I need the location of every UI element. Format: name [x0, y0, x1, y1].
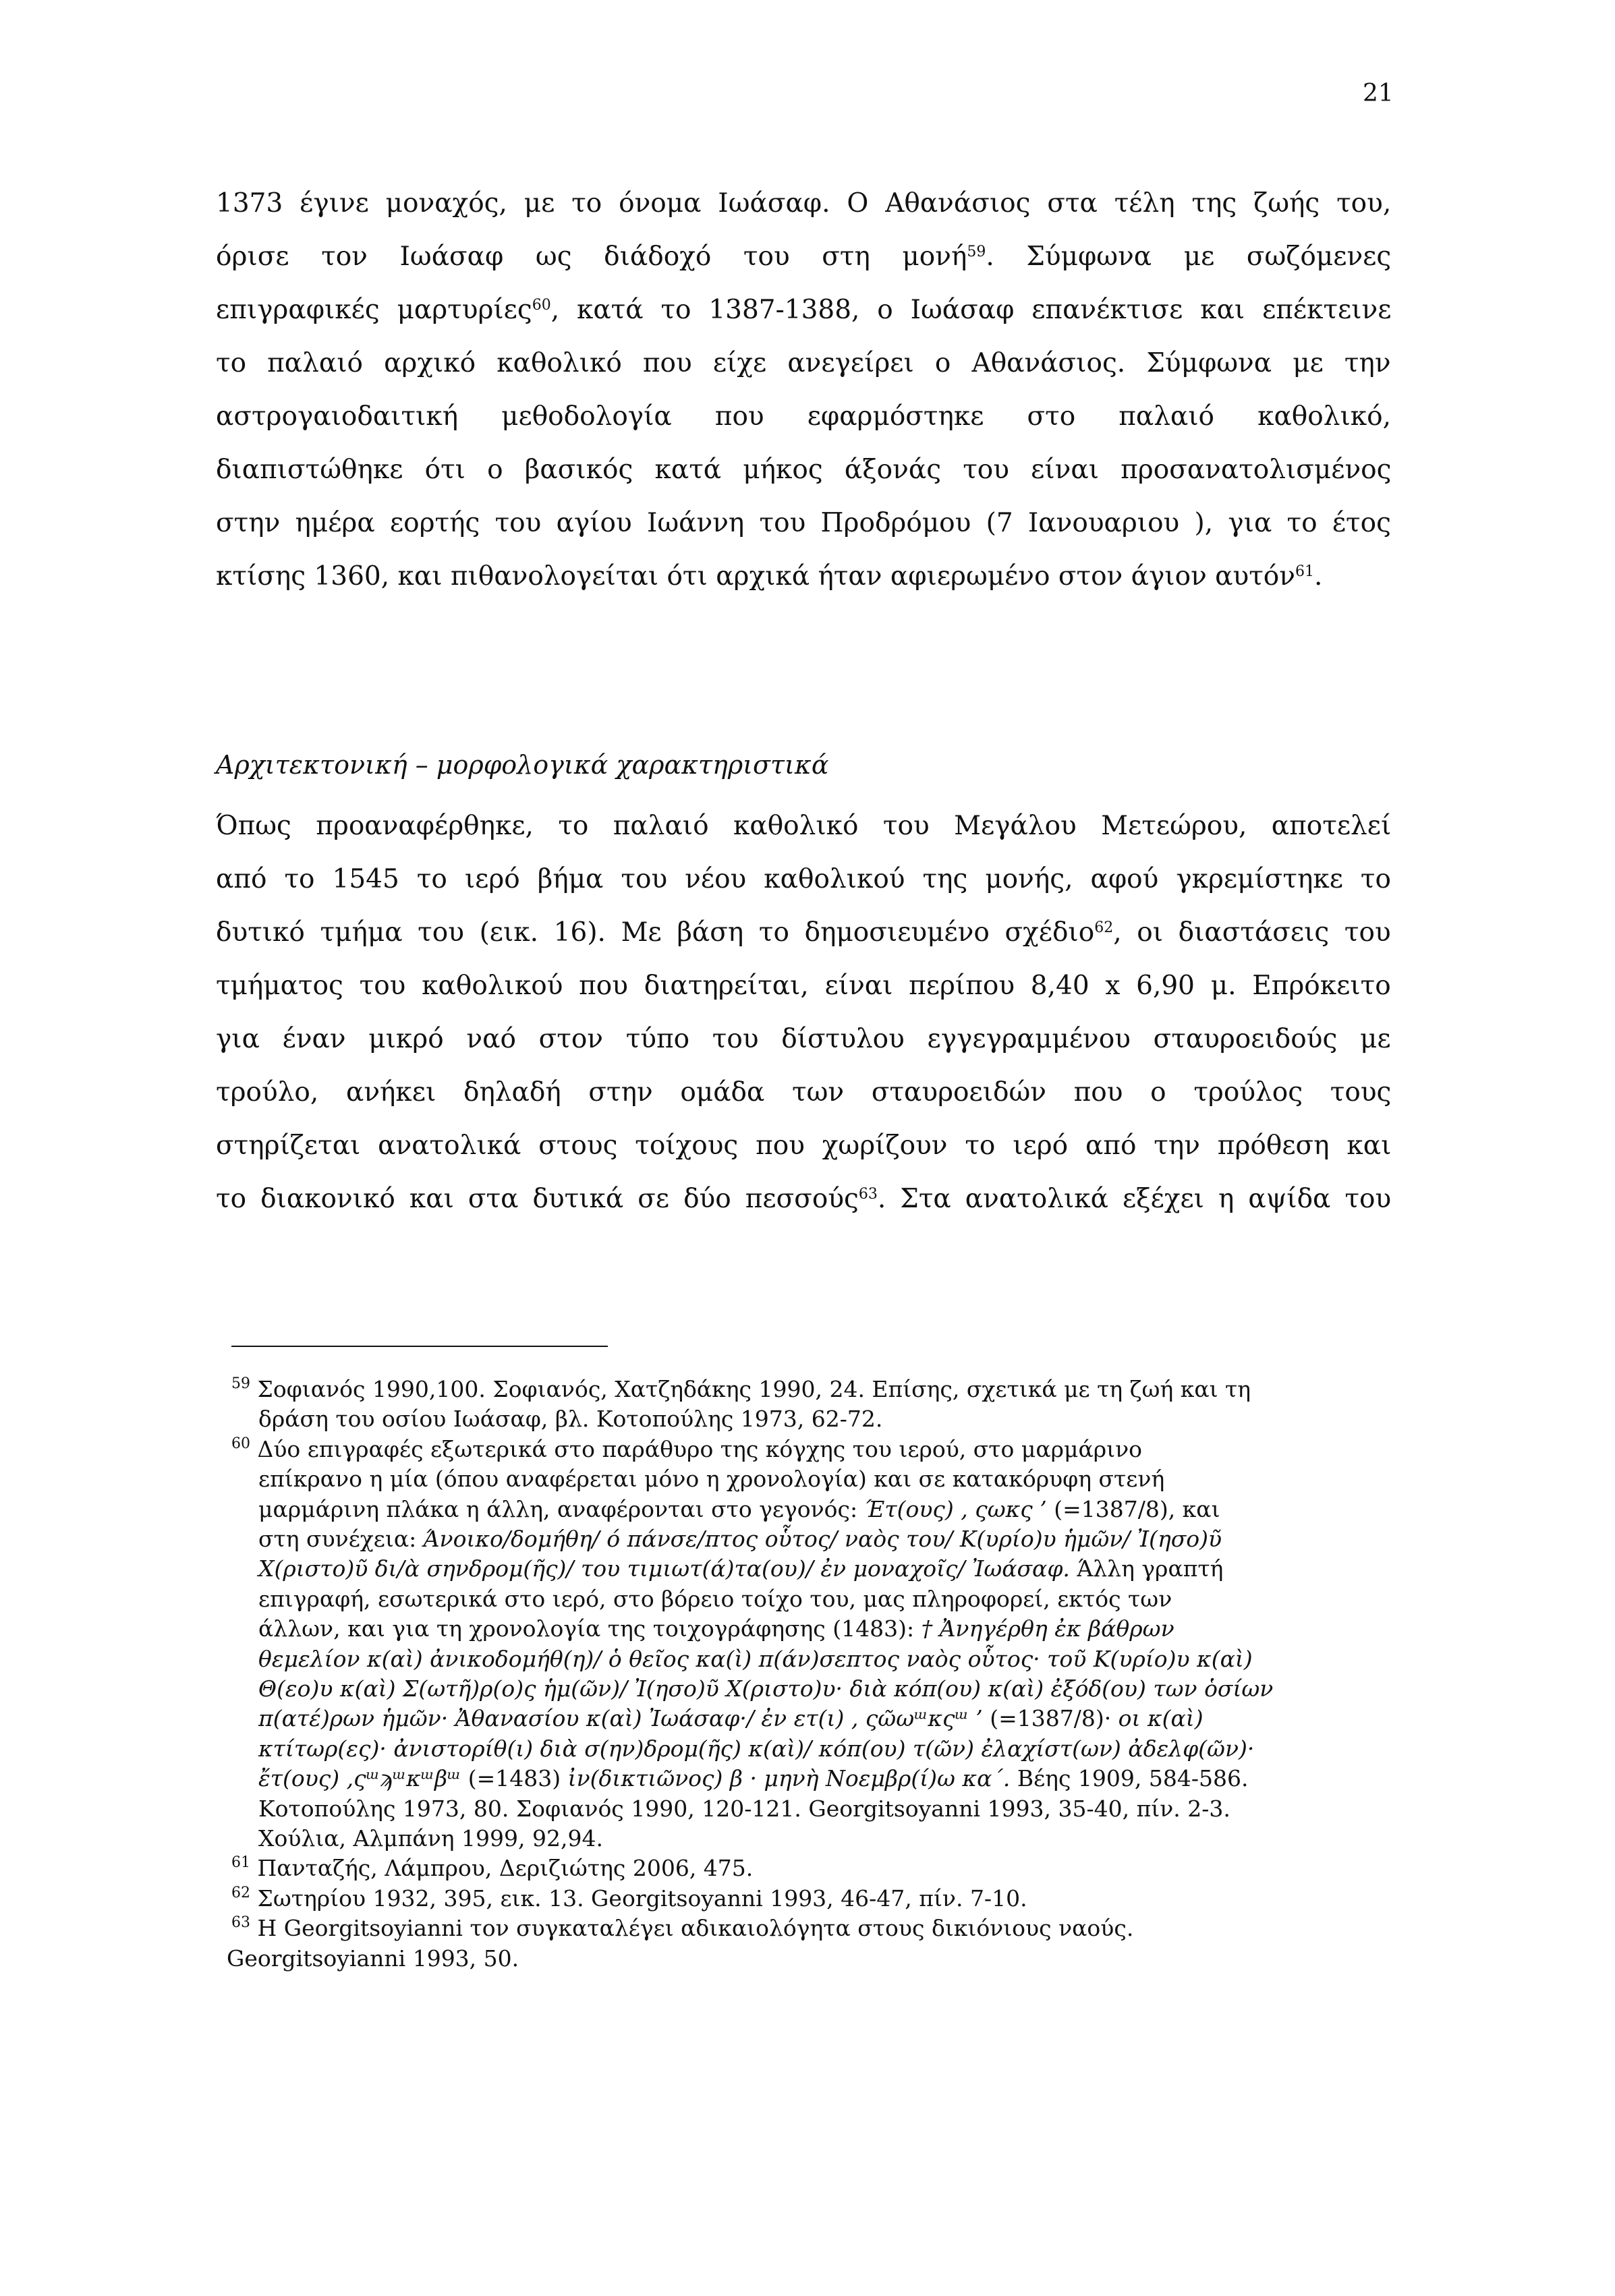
text-line: [216, 350, 1391, 376]
text-line: [258, 1735, 1255, 1762]
text-line: [258, 1645, 1253, 1672]
text-run: 63: [858, 1186, 878, 1203]
text-run: Όπως προαναφέρθηκε, το παλαιό καθολικό του Μεγάλου Μετεώρου, αποτελεί: [216, 811, 1392, 841]
text-run: τμήματος του καθολικού που διατηρείται, είναι περίπου 8,40 x 6,90 μ. Επρόκειτο: [216, 971, 1391, 1001]
text-run: Έτ(ους) , ςωκς ’: [864, 1495, 1047, 1522]
text-run: όρισε τον Ιωάσαφ ως διάδοχό του στη μονή: [216, 241, 967, 272]
text-run: . Στα ανατολικά εξέχει η αψίδα του: [877, 1184, 1392, 1214]
text-run: 1373 έγινε μοναχός, με το όνομα Ιωάσαφ. Ο Αθανάσιος στα τέλη της ζωής του,: [216, 188, 1392, 219]
text-line: [258, 1705, 1203, 1732]
text-line: [216, 297, 1391, 323]
text-run: στη συνέχεια:: [258, 1526, 424, 1552]
text-run: άλλων, και για τη χρονολογία της τοιχογράφησης (1483):: [258, 1615, 922, 1642]
text-run: δυτικό τμήμα του (εικ. 16). Με βάση το δημοσιευμένο σχέδιο: [216, 917, 1095, 948]
text-line: [216, 457, 1391, 483]
page-number: 21: [1363, 80, 1394, 107]
text-line: [231, 1435, 1143, 1462]
text-run: επίκρανο η μία (όπου αναφέρεται μόνο η χρονολογία) και σε κατακόρυφη στενή: [258, 1466, 1165, 1493]
text-run: ἰν(δικτιῶνος) β · μηνὴ Νοεμβρ(ί)ω κα΄.: [567, 1765, 1011, 1792]
text-run: διαπιστώθηκε ότι ο βασικός κατά μήκος άξονάς του είναι προσανατολισμένος: [216, 455, 1392, 485]
text-run: 61: [231, 1854, 250, 1872]
text-line: [216, 190, 1391, 217]
text-run: επιγραφικές μαρτυρίες: [216, 295, 532, 325]
text-run: Άνοικο/δομήθη/ ό πάνσε/πτος οὗτος/ ναὸς του/ Κ(υρίο)υ ἡμῶν/ Ἰ(ησο)ῦ: [423, 1526, 1222, 1552]
text-run: οι κ(αὶ): [1118, 1705, 1203, 1732]
text-run: 63: [231, 1914, 250, 1932]
text-line: [216, 866, 1391, 892]
text-run: 60: [532, 297, 551, 314]
text-run: Δύο επιγραφές εξωτερικά στο παράθυρο της κόγχης του ιερού, στο μαρμάρινο: [250, 1435, 1143, 1462]
text-line: [216, 243, 1391, 270]
text-run: 60: [231, 1435, 250, 1452]
text-run: Χ(ριστο)ῦ δι/ὰ σηνδρομ(ῆς)/ του τιμιωτ(ά)τα(ου)/ ἐν μοναχοῖς/ Ἰωάσαφ.: [258, 1555, 1070, 1582]
text-run: για έναν μικρό ναό στον τύπο του δίστυλου εγγεγραμμένου σταυροειδούς με: [216, 1024, 1391, 1054]
text-line: [216, 1132, 1391, 1159]
text-run: Η Georgitsoyianni τον συγκαταλέγει αδικαιολόγητα στους δικιόνιους ναούς.: [250, 1915, 1134, 1942]
text-run: το διακονικό και στα δυτικά σε δύο πεσσούς: [216, 1184, 859, 1214]
text-line: [258, 1528, 1222, 1550]
text-run: επιγραφή, εσωτερικά στο ιερό, στο βόρειο τοίχο του, μας πληροφορεί, εκτός των: [258, 1585, 1172, 1612]
text-run: 62: [231, 1884, 250, 1901]
text-line: [231, 1884, 1027, 1912]
text-line: [258, 1617, 1174, 1640]
text-run: από το 1545 το ιερό βήμα του νέου καθολικού της μονής, αφού γκρεμίστηκε το: [216, 864, 1391, 894]
section-heading: Αρχιτεκτονική – μορφολογικά χαρακτηριστικά: [216, 750, 829, 780]
text-run: π(ατέ)ρων ἡμῶν· Ἀθανασίου κ(αὶ) Ἰωάσαφ·/ ἐν ετ(ι) , ςῶωᵚκςᵚ ’: [258, 1705, 983, 1732]
text-line: [216, 1079, 1391, 1106]
text-line: [258, 1406, 883, 1433]
text-run: δράση του οσίου Ιωάσαφ, βλ. Κοτοπούλης 1973, 62-72.: [258, 1406, 883, 1433]
text-line: [216, 403, 1391, 430]
text-line: [216, 510, 1391, 536]
text-run: στηρίζεται ανατολικά στους τοίχους που χωρίζουν το ιερό από την πρόθεση και: [216, 1130, 1392, 1161]
text-run: ἔτ(ους) ,ςᵚϡᵚκᵚβᵚ: [258, 1765, 461, 1792]
text-line: [231, 1375, 1251, 1402]
footnote-separator: [231, 1346, 608, 1347]
text-line: [258, 1795, 1230, 1822]
text-line: [216, 973, 1391, 999]
text-run: μαρμάρινη πλάκα η άλλη, αναφέρονται στο γεγονός:: [258, 1495, 865, 1522]
text-run: 59: [231, 1375, 250, 1392]
text-run: 61: [1295, 563, 1314, 580]
text-run: Σωτηρίου 1932, 395, εικ. 13. Georgitsoyanni 1993, 46-47, πίν. 7-10.: [250, 1885, 1027, 1912]
text-line: [258, 1825, 603, 1852]
text-run: 62: [1094, 919, 1114, 936]
text-run: το παλαιό αρχικό καθολικό που είχε ανεγείρει ο Αθανάσιος. Σύμφωνα με την: [216, 348, 1391, 378]
text-line: [258, 1495, 1220, 1522]
text-run: 59: [967, 243, 986, 260]
text-line: [216, 1186, 1391, 1212]
text-line: [258, 1466, 1165, 1493]
text-line: [231, 1854, 754, 1882]
text-line: [258, 1677, 1273, 1700]
text-line: [258, 1585, 1172, 1612]
text-line: [216, 563, 1322, 590]
text-run: Άλλη γραπτή: [1069, 1555, 1224, 1582]
text-run: κτίτωρ(ες)· ἀνιστορίθ(ι) διὰ σ(ην)δρομ(ῆς) κ(αὶ)/ κόπ(ου) τ(ῶν) ἐλαχίστ(ων) ἀδελφ(ῶν)·: [258, 1735, 1255, 1762]
text-line: [258, 1557, 1223, 1580]
text-run: Θ(εο)υ κ(αὶ) Σ(ωτῆ)ρ(ο)ς ἡμ(ῶν)/ Ἰ(ησο)ῦ Χ(ριστο)υ· διὰ κόπ(ου) κ(αὶ) ἐξόδ(ου) των ὁσίων: [258, 1675, 1274, 1702]
text-run: Σοφιανός 1990,100. Σοφιανός, Χατζηδάκης 1990, 24. Επίσης, σχετικά με τη ζωή και τη: [250, 1376, 1251, 1402]
text-run: Χούλια, Αλμπάνη 1999, 92,94.: [258, 1825, 603, 1852]
text-run: (=1387/8)·: [982, 1705, 1118, 1732]
text-run: στην ημέρα εορτής του αγίου Ιωάννη του Προδρόμου (7 Ιανουαριου ), για το έτος: [216, 508, 1391, 538]
text-line: [227, 1947, 519, 1970]
text-run: .: [1314, 561, 1323, 592]
text-line: [216, 1026, 1391, 1052]
text-run: Πανταζής, Λάμπρου, Δεριζιώτης 2006, 475.: [250, 1855, 754, 1882]
text-run: αστρογαιοδαιτική μεθοδολογία που εφαρμόστηκε στο παλαιό καθολικό,: [216, 401, 1392, 432]
text-run: Κοτοπούλης 1973, 80. Σοφιανός 1990, 120-121. Georgitsoyanni 1993, 35-40, πίν. 2-3.: [258, 1795, 1230, 1822]
text-run: . Σύμφωνα με σωζόμενες: [986, 241, 1392, 272]
text-run: (=1387/8), και: [1046, 1495, 1220, 1522]
text-line: [258, 1765, 1249, 1792]
text-run: τρούλο, ανήκει δηλαδή στην ομάδα των σταυροειδών που ο τρούλος τους: [216, 1077, 1392, 1108]
text-run: , οι διαστάσεις του: [1113, 917, 1391, 948]
text-run: κτίσης 1360, και πιθανολογείται ότι αρχικά ήταν αφιερωμένο στον άγιον αυτόν: [216, 561, 1295, 592]
text-run: Georgitsoyianni 1993, 50.: [227, 1945, 519, 1972]
text-run: (=1483): [461, 1765, 568, 1792]
text-run: Βέης 1909, 584-586.: [1010, 1765, 1249, 1792]
text-run: † Ἀνηγέρθη ἐκ βάθρων: [921, 1615, 1174, 1642]
text-line: [231, 1914, 1134, 1942]
text-line: [216, 813, 1391, 839]
text-run: , κατά το 1387-1388, ο Ιωάσαφ επανέκτισε και επέκτεινε: [550, 295, 1392, 325]
text-line: [216, 919, 1391, 946]
text-run: θεμελίον κ(αὶ) ἀνικοδομήθ(η)/ ὁ θεῖος κα(ὶ) π(άν)σεπτος ναὸς οὗτος· τοῦ Κ(υρίο)υ κ(αὶ): [258, 1645, 1253, 1672]
